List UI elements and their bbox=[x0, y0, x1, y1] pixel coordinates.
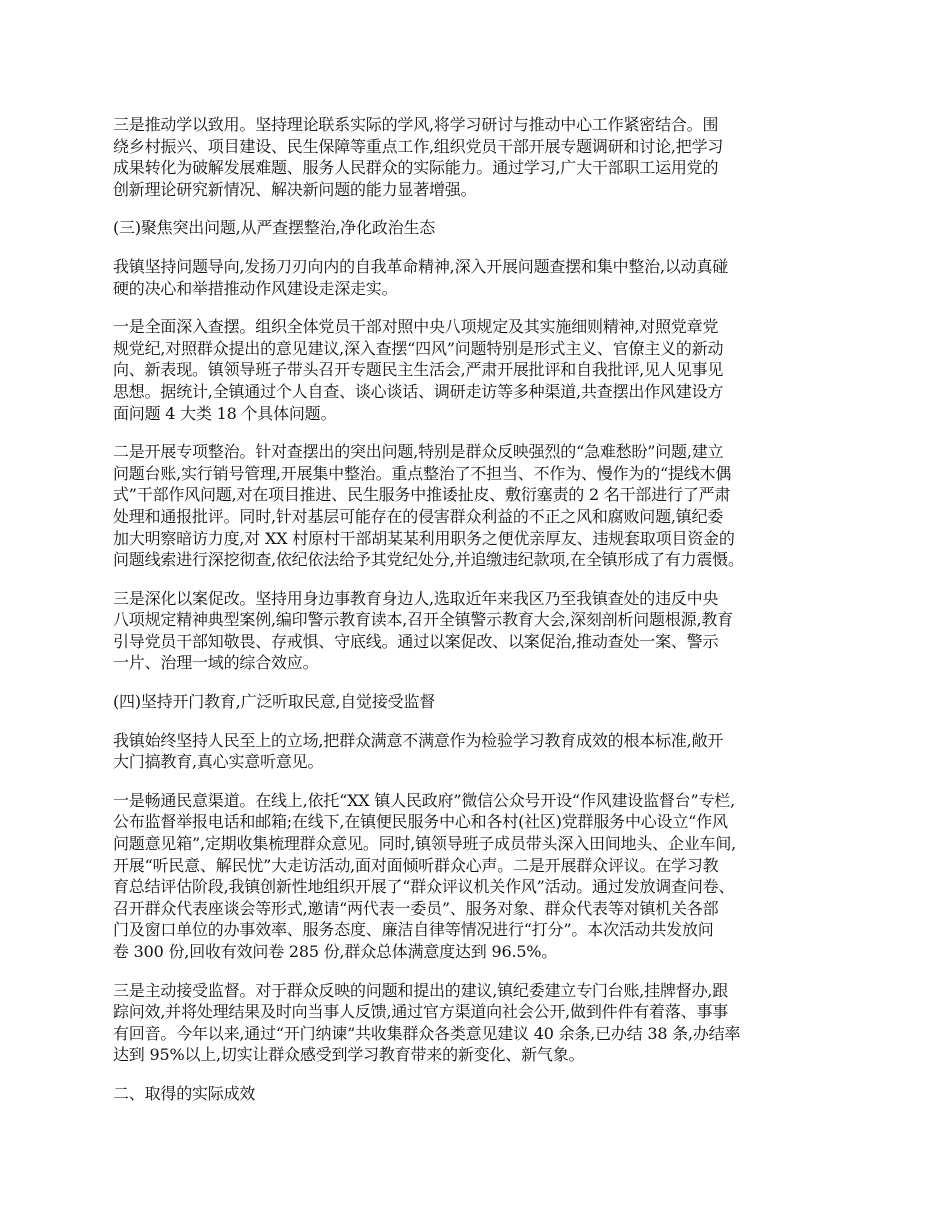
text-line: 规党纪,对照群众提出的意见建议,深入查摆“四风”问题特别是形式主义、官僚主义的新动 bbox=[113, 338, 724, 358]
paragraph-thorough-review bbox=[113, 316, 833, 424]
text-line: 二是开展专项整治。针对查摆出的突出问题,特别是群众反映强烈的“急难愁盼”问题,建立 bbox=[113, 442, 724, 462]
text-line: 召开群众代表座谈会等形式,邀请“两代表一委员”、服务对象、群众代表等对镇机关各部 bbox=[113, 898, 719, 918]
text-line: 创新理论研究新情况、解决新问题的能力显著增强。 bbox=[113, 179, 477, 199]
text-line: 成果转化为破解发展难题、服务人民群众的实际能力。通过学习,广大干部职工运用党的 bbox=[113, 158, 719, 178]
paragraph-case-reform bbox=[113, 588, 833, 674]
text-line: 三是推动学以致用。坚持理论联系实际的学风,将学习研讨与推动中心工作紧密结合。围 bbox=[113, 115, 719, 134]
paragraph-special-rectification bbox=[113, 441, 833, 571]
text-line: 硬的决心和举措推动作风建设走深走实。 bbox=[113, 278, 398, 298]
section-heading-3 bbox=[113, 217, 833, 239]
text-line: 问题台账,实行销号管理,开展集中整治。重点整治了不担当、不作为、慢作为的“提线木偶 bbox=[113, 463, 732, 483]
text-line: 一片、治理一域的综合效应。 bbox=[113, 653, 319, 673]
text-line: 处理和通报批评。同时,针对基层可能存在的侵害群众利益的不正之风和腐败问题,镇纪委 bbox=[113, 506, 724, 526]
text-line: 绕乡村振兴、项目建设、民生保障等重点工作,组织党员干部开展专题调研和讨论,把学习 bbox=[113, 136, 724, 156]
text-line: 向、新表现。镇领导班子带头召开专题民主生活会,严肃开展批评和自我批评,见人见事见 bbox=[113, 360, 724, 380]
text-line: 三是深化以案促改。坚持用身边事教育身边人,选取近年来我区乃至我镇查处的违反中央 bbox=[113, 588, 719, 608]
text-line: 问题意见箱”,定期收集梳理群众意见。同时,镇领导班子成员带头深入田间地头、企业车间, bbox=[113, 834, 737, 854]
paragraph-apply-learning bbox=[113, 114, 833, 200]
text-line: 三是主动接受监督。对于群众反映的问题和提出的建议,镇纪委建立专门台账,挂牌督办,跟 bbox=[113, 980, 729, 1000]
heading-text: 二、取得的实际成效 bbox=[113, 1083, 256, 1103]
text-line: 引导党员干部知敬畏、存戒惧、守底线。通过以案促改、以案促治,推动查处一案、警示 bbox=[113, 631, 719, 651]
paragraph-public-channels bbox=[113, 790, 833, 963]
text-line: 思想。据统计,全镇通过个人自查、谈心谈话、调研走访等多种渠道,共查摆出作风建设方 bbox=[113, 381, 724, 401]
text-line: 一是全面深入查摆。组织全体党员干部对照中央八项规定及其实施细则精神,对照党章党 bbox=[113, 317, 719, 337]
text-line: 踪问效,并将处理结果及时向当事人反馈,通过官方渠道向社会公开,做到件件有着落、事事 bbox=[113, 1002, 729, 1022]
heading-text: (三)聚焦突出问题,从严查摆整治,净化政治生态 bbox=[113, 218, 436, 238]
paragraph-people-first bbox=[113, 730, 833, 773]
text-line: 面问题 4 大类 18 个具体问题。 bbox=[113, 403, 337, 423]
text-line: 育总结评估阶段,我镇创新性地组织开展了“群众评议机关作风”活动。通过发放调查问卷、 bbox=[113, 877, 735, 897]
text-line: 有回音。今年以来,通过“开门纳谏”共收集群众各类意见建议 40 余条,已办结 38 条,办结率 bbox=[113, 1023, 741, 1043]
text-line: 开展“听民意、解民忧”大走访活动,面对面倾听群众心声。二是开展群众评议。在学习教 bbox=[113, 855, 719, 875]
text-line: 卷 300 份,回收有效问卷 285 份,群众总体满意度达到 96.5%。 bbox=[113, 942, 558, 961]
text-line: 八项规定精神典型案例,编印警示教育读本,召开全镇警示教育大会,深刻剖析问题根源,教育 bbox=[113, 610, 733, 630]
heading-text: (四)坚持开门教育,广泛听取民意,自觉接受监督 bbox=[113, 692, 436, 712]
paragraph-accept-supervision bbox=[113, 980, 833, 1066]
text-line: 门及窗口单位的办事效率、服务态度、廉洁自律等情况进行“打分”。本次活动共发放问 bbox=[113, 920, 714, 940]
text-line: 加大明察暗访力度,对 XX 村原村干部胡某某利用职务之便优亲厚友、违规套取项目资金的 bbox=[113, 528, 735, 548]
section-heading-results bbox=[113, 1083, 833, 1105]
document-page bbox=[113, 114, 833, 1122]
section-heading-4 bbox=[113, 691, 833, 713]
text-line: 大门搞教育,真心实意听意见。 bbox=[113, 752, 324, 772]
text-line: 我镇始终坚持人民至上的立场,把群众满意不满意作为检验学习教育成效的根本标准,敞开 bbox=[113, 730, 724, 750]
paragraph-problem-oriented bbox=[113, 256, 833, 299]
text-line: 一是畅通民意渠道。在线上,依托“XX 镇人民政府”微信公众号开设“作风建设监督台”专栏, bbox=[113, 790, 735, 810]
text-line: 公布监督举报电话和邮箱;在线下,在镇便民服务中心和各村(社区)党群服务中心设立“作风 bbox=[113, 812, 728, 832]
text-line: 达到 95%以上,切实让群众感受到学习教育带来的新变化、新气象。 bbox=[113, 1045, 585, 1065]
text-line: 问题线索进行深挖彻查,依纪依法给予其党纪处分,并追缴违纪款项,在全镇形成了有力震慑。 bbox=[113, 550, 744, 570]
text-line: 我镇坚持问题导向,发扬刀刃向内的自我革命精神,深入开展问题查摆和集中整治,以动真碰 bbox=[113, 256, 729, 276]
text-line: 式”干部作风问题,对在项目推进、民生服务中推诿扯皮、敷衍塞责的 2 名干部进行了严肃 bbox=[113, 485, 731, 505]
